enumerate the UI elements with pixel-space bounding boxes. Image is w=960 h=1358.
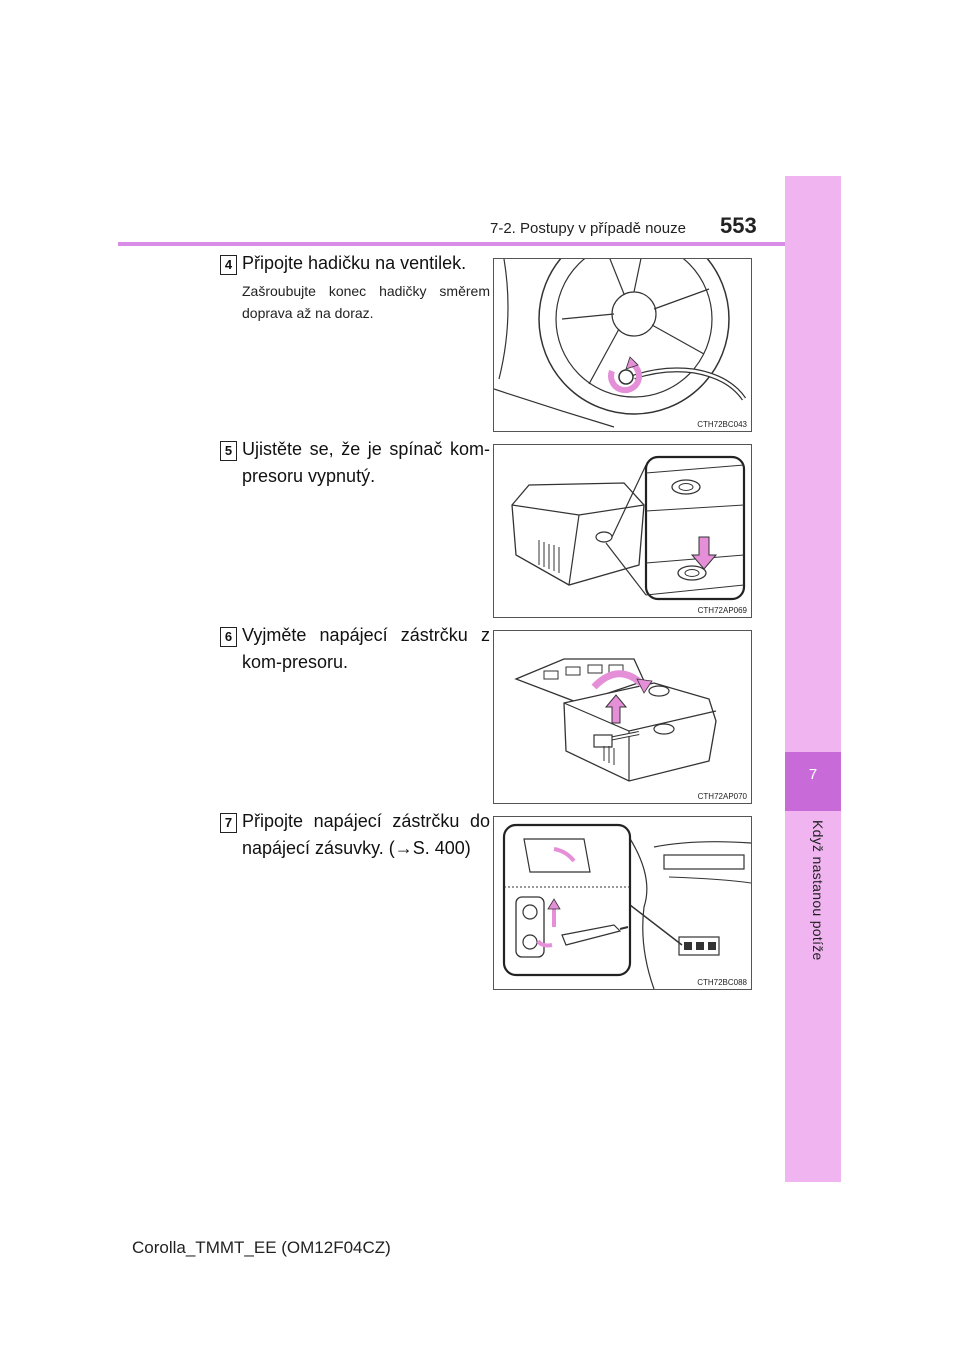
figure-hose-to-valve <box>493 258 752 432</box>
chapter-side-tab <box>785 176 841 1182</box>
remove-plug-illustration <box>494 631 751 803</box>
compressor-switch-illustration <box>494 445 751 617</box>
step-number-7: 7 <box>220 813 237 833</box>
step-4-note: Zašroubujte konec hadičky směrem doprava až na doraz. <box>242 283 490 321</box>
step-5-title: Ujistěte se, že je spínač kom-presoru vypnutý. <box>242 439 490 486</box>
section-title: 7-2. Postupy v případě nouze <box>490 220 686 237</box>
power-outlet-illustration <box>494 817 751 989</box>
figure-code: CTH72BC043 <box>697 420 747 429</box>
page-number: 553 <box>720 213 757 238</box>
step-number-4: 4 <box>220 255 237 275</box>
figure-code: CTH72BC088 <box>697 978 747 987</box>
figure-code: CTH72AP069 <box>697 606 747 615</box>
document-id-footer: Corolla_TMMT_EE (OM12F04CZ) <box>132 1238 391 1257</box>
figure-remove-plug <box>493 630 752 804</box>
wheel-valve-illustration <box>494 259 751 431</box>
chapter-number: 7 <box>808 766 818 783</box>
step-number-5: 5 <box>220 441 237 461</box>
step-number-6: 6 <box>220 627 237 647</box>
figure-code: CTH72AP070 <box>697 792 747 801</box>
figure-power-outlet <box>493 816 752 990</box>
header-rule <box>118 242 785 246</box>
step-6-title: Vyjměte napájecí zástrčku z kom-presoru. <box>242 625 490 672</box>
step-7-title: Připojte napájecí zástrčku do napájecí zásuvky. (→S. 400) <box>242 811 490 858</box>
figure-compressor-switch <box>493 444 752 618</box>
step-4-title: Připojte hadičku na ventilek. <box>242 253 467 273</box>
chapter-title: Když nastanou potíže <box>810 820 826 961</box>
